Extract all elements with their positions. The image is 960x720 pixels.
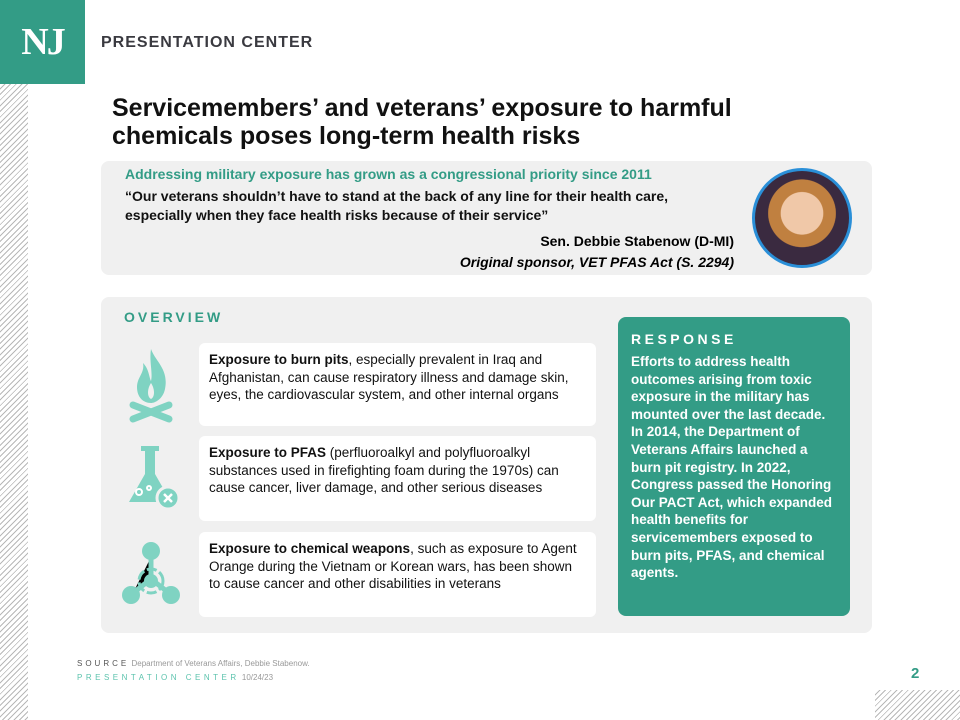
decorative-hatch-left bbox=[0, 84, 28, 720]
footer-brand bbox=[77, 673, 273, 682]
source-note bbox=[77, 659, 310, 668]
flask-icon bbox=[119, 442, 183, 522]
quote-text: “Our veterans shouldn’t have to stand at the back of any line for their health care, especially when they face health risks because of their service” bbox=[125, 188, 669, 223]
overview-item-title: Exposure to chemical weapons bbox=[209, 541, 411, 556]
decorative-hatch-bottom-right bbox=[875, 690, 960, 720]
page-number: 2 bbox=[911, 665, 920, 682]
overview-item-title: Exposure to PFAS bbox=[209, 445, 327, 460]
overview-item-text: , such as exposure to Agent Orange during the Vietnam or Korean wars, has been shown to cause cancer and other disabilities in veterans bbox=[209, 541, 577, 591]
overview-heading: OVERVIEW bbox=[124, 309, 224, 325]
chemical-hazard-icon bbox=[119, 537, 183, 617]
overview-item-text: , especially prevalent in Iraq and Afghanistan, can cause respiratory illness and damage skin, eyes, the cardiovascular system, and other internal organs bbox=[209, 352, 569, 402]
avatar bbox=[752, 168, 852, 268]
overview-item-burn-pits bbox=[199, 343, 596, 426]
campfire-icon bbox=[119, 347, 183, 427]
quote-author: Sen. Debbie Stabenow (D-MI) bbox=[540, 233, 734, 249]
overview-item-text: (perfluoroalkyl and polyfluoroalkyl substances used in firefighting foam during the 1970s) can cause cancer, liver damage, and other serious diseases bbox=[209, 445, 559, 495]
brand-title: PRESENTATION CENTER bbox=[101, 34, 314, 51]
quote-subtitle: Addressing military exposure has grown as a congressional priority since 2011 bbox=[125, 166, 652, 182]
source-label: SOURCE bbox=[77, 659, 130, 668]
response-heading: RESPONSE bbox=[631, 331, 737, 347]
overview-item-pfas bbox=[199, 436, 596, 521]
footer-date: 10/24/23 bbox=[241, 673, 274, 682]
quote-author-role: Original sponsor, VET PFAS Act (S. 2294) bbox=[459, 254, 734, 270]
response-panel bbox=[618, 317, 850, 616]
slide-title: Servicemembers’ and veterans’ exposure to harmful chemicals poses long-term health risks bbox=[112, 94, 732, 150]
source-text: Department of Veterans Affairs, Debbie Stabenow. bbox=[131, 659, 310, 668]
footer-brand-label: PRESENTATION CENTER bbox=[77, 673, 240, 682]
overview-item-title: Exposure to burn pits bbox=[209, 352, 349, 367]
overview-item-chemical-weapons bbox=[199, 532, 596, 617]
response-text: Efforts to address health outcomes arising from toxic exposure in the military has mounted over the last decade. In 2014, the Department of Veterans Affairs launched a burn pit registry. In 2022, Congress passed the Honoring Our PACT Act, which expanded health benefits for servicemembers exposed to burn pits, PFAS, and chemical agents. bbox=[631, 354, 833, 581]
nj-logo: NJ bbox=[0, 0, 85, 84]
